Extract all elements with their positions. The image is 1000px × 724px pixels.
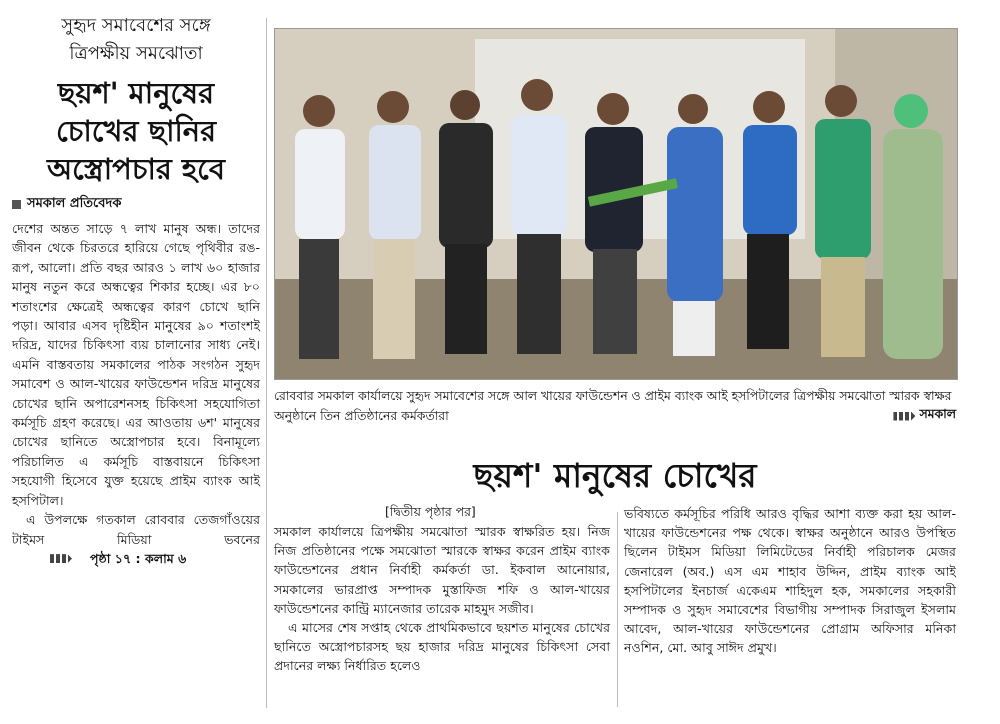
photo-credit — [893, 406, 956, 426]
byline-text: সমকাল প্রতিবেদক — [27, 196, 122, 211]
news-photo — [274, 28, 958, 380]
arrow-right-icon — [50, 554, 72, 563]
byline — [12, 194, 260, 215]
square-bullet-icon — [12, 200, 21, 209]
photo-caption: রোববার সমকাল কার্যালয়ে সুহৃদ সমাবেশের সঙ্গে আল খায়ের ফাউন্ডেশন ও প্রাইম ব্যাংক আই হসপিটালের ত্রিপক্ষীয় সমঝোতা স্মারক স্বাক্ষর অনুষ্ঠানে তিন প্রতিষ্ঠানের কর্মকর্তারা — [274, 388, 952, 423]
headline-line-2: চোখের ছানির — [55, 114, 217, 148]
story-paragraph-2-text: এ উপলক্ষে গতকাল রোববার তেজগাঁওয়ের টাইমস মিডিয়া ভবনের — [12, 512, 260, 547]
continued-on-text: পৃষ্ঠা ১৭ : কলাম ৬ — [90, 550, 187, 566]
column-divider — [266, 18, 267, 708]
headline-line-1: ছয়শ' মানুষের — [57, 76, 215, 110]
headline — [12, 74, 260, 188]
group-photo-illustration — [275, 29, 957, 379]
story-body — [12, 219, 260, 569]
kicker-line-2: ত্রিপক্ষীয় সমঝোতা — [69, 43, 203, 64]
photo-credit-text: সমকাল — [919, 406, 956, 421]
continuation-paragraph-2: এ মাসের শেষ সপ্তাহ থেকে প্রাথমিকভাবে ছয়শত মানুষের চোখের ছানিতে অস্ত্রোপচারসহ ছয় হাজার দরিদ্র মানুষের চিকিৎসা সেবা প্রদানের লক্ষ্য নির্ধারিত হলেও — [274, 620, 610, 674]
kicker-line-1: সুহৃদ সমাবেশের সঙ্গে — [61, 15, 211, 36]
continuation-headline: ছয়শ' মানুষের চোখের — [473, 456, 757, 495]
headline-line-3: অস্ত্রোপচার হবে — [47, 152, 225, 186]
left-story — [12, 12, 260, 712]
continued-from-label: [দ্বিতীয় পৃষ্ঠার পর] — [385, 504, 476, 519]
continuation-column-1 — [274, 522, 610, 676]
story-paragraph-2 — [12, 510, 260, 568]
continuation-paragraph-3: ভবিষ্যতে কর্মসূচির পরিধি আরও বৃদ্ধির আশা ব্যক্ত করা হয় আল-খায়ের ফাউন্ডেশনের পক্ষ থেকে। স্বাক্ষর অনুষ্ঠানে আরও উপস্থিত ছিলেন টাইমস মিডিয়া লিমিটেডের নির্বাহী পরিচালক মেজর জেনারেল (অব.) এস এম শাহাব উদ্দিন, প্রাইম ব্যাংক আই হসপিটালের ইনচার্জ একেএম শাহিদুল হক, সমকালের সহকারী সম্পাদক ও সুহৃদ সমাবেশের বিভাগীয় সম্পাদক সিরাজুল ইসলাম আবেদ, আল-খায়ের ফাউন্ডেশনের প্রোগ্রাম অফিসার মনিকা নওশিন, মো. আবু সাঈদ প্রমুখ। — [624, 506, 956, 656]
continuation-column-2 — [624, 504, 956, 658]
story-paragraph-1: দেশের অন্তত সাড়ে ৭ লাখ মানুষ অন্ধ। তাদের জীবন থেকে চিরতরে হারিয়ে গেছে পৃথিবীর রঙ-রূপ, আলো। প্রতি বছর আরও ১ লাখ ৬০ হাজার মানুষ নতুন করে অন্ধত্বের শিকার হচ্ছে। এর ৮০ শতাংশের ক্ষেত্রেই অন্ধত্বের কারণ চোখে ছানি পড়া। আবার এসব দৃষ্টিহীন মানুষের ৯০ শতাংশই দরিদ্র, যাদের চিকিৎসা ব্যয় চালানোর সাধ্য নেই। এমনি বাস্তবতায় সমকালের পাঠক সংগঠন সুহৃদ সমাবেশ ও আল-খায়ের ফাউন্ডেশন দরিদ্র মানুষের চোখের ছানি অপারেশনসহ চিকিৎসা সহযোগিতা কর্মসূচি গ্রহণ করেছে। এর আওতায় ৬শ' মানুষের চোখের ছানিতে অস্ত্রোপচার হবে। বিনামূল্যে পরিচালিত এ কর্মসূচি বাস্তবায়নে চিকিৎসা সহযোগী হিসেবে যুক্ত হয়েছে প্রাইম ব্যাংক আই হসপিটাল। — [12, 221, 260, 508]
continuation-paragraph-1: সমকাল কার্যালয়ে ত্রিপক্ষীয় সমঝোতা স্মারক স্বাক্ষরিত হয়। নিজ নিজ প্রতিষ্ঠানের পক্ষে সমঝোতা স্মারকে স্বাক্ষর করেন প্রাইম ব্যাংক ফাউন্ডেশনের প্রধান নির্বাহী কর্মকর্তা ডা. ইকবাল আনোয়ার, সমকালের ভারপ্রাপ্ত সম্পাদক মুস্তাফিজ শফি ও আল-খায়ের ফাউন্ডেশনের কান্ট্রি ম্যানেজার তারেক মাহমুদ সজীব। — [274, 524, 610, 616]
column-divider — [617, 512, 618, 707]
continued-on-link[interactable] — [50, 549, 186, 568]
arrow-right-icon — [893, 412, 915, 421]
